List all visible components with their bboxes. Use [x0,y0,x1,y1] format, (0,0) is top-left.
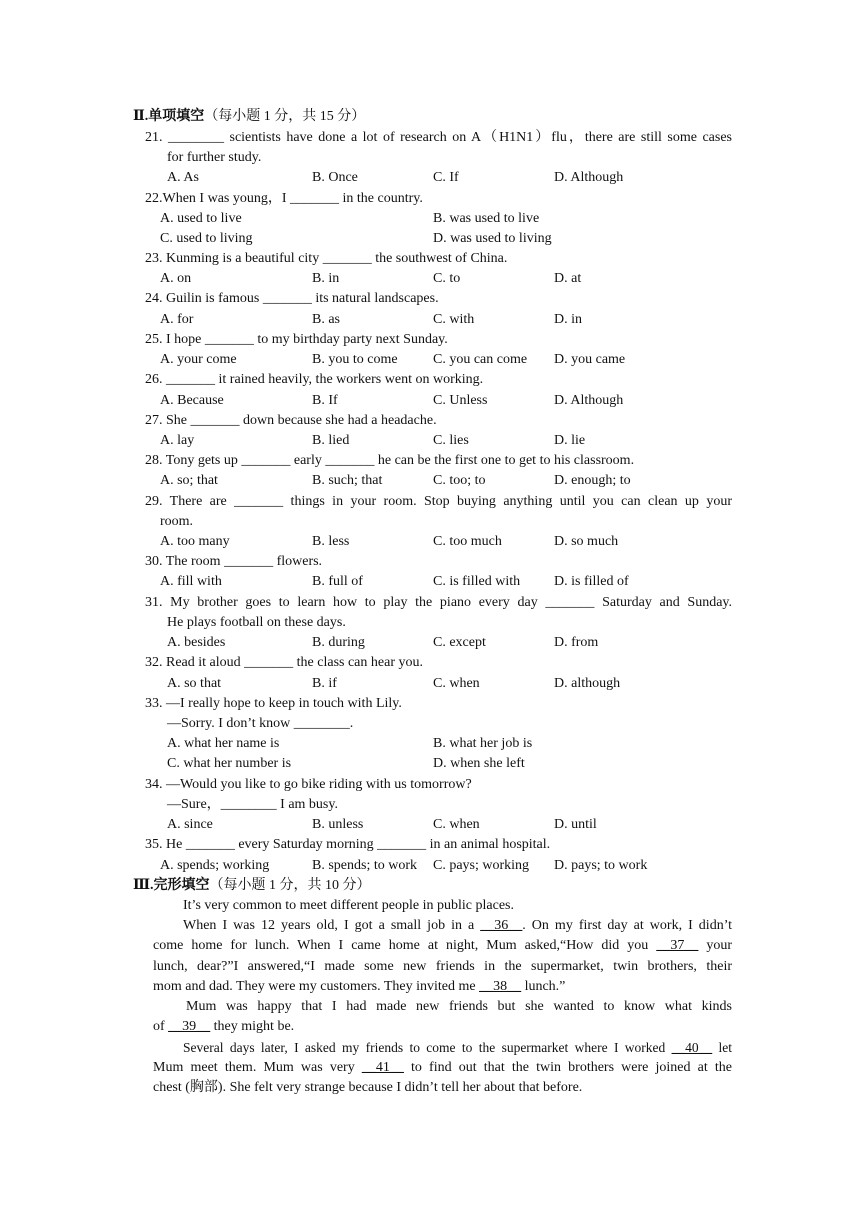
passage-p4-line1: Several days later, I asked my friends to come to the supermarket where I worked __40__ let [183,1040,732,1055]
q28-stem: 28. Tony gets up _______ early _______ he can be the first one to get to his classroom. [145,453,635,468]
passage-paragraph-1: It’s very common to meet different people in public places. [183,898,514,913]
q33-option-c[interactable]: C. what her number is [167,756,292,771]
q35-option-b[interactable]: B. spends; to work [312,858,417,873]
q33-option-b[interactable]: B. what her job is [433,736,533,751]
q30-option-a[interactable]: A. fill with [160,574,222,589]
blank-37[interactable]: __37__ [656,938,699,953]
q26-stem: 26. _______ it rained heavily, the workers went on working. [145,372,484,387]
blank-36[interactable]: __36__ [480,918,523,933]
q34-stem-line2: —Sure，________ I am busy. [167,797,338,812]
q24-option-c[interactable]: C. with [433,312,475,327]
q29-option-a[interactable]: A. too many [160,534,230,549]
q24-option-b[interactable]: B. as [312,312,340,327]
q27-stem: 27. She _______ down because she had a headache. [145,413,437,428]
q22-option-a[interactable]: A. used to live [160,211,242,226]
q34-option-a[interactable]: A. since [167,817,213,832]
q35-stem: 35. He _______ every Saturday morning _______ in an animal hospital. [145,837,551,852]
q35-option-d[interactable]: D. pays; to work [554,858,648,873]
q29-stem-line1: 29. There are _______ things in your room. Stop buying anything until you can clean up your [145,494,732,509]
passage-p2-line3: lunch, dear?”I answered,“I made some new friends in the supermarket, twin brothers, their [153,959,732,974]
q31-stem-line1: 31. My brother goes to learn how to play the piano every day _______ Saturday and Sunday. [145,595,732,610]
q26-option-c[interactable]: C. Unless [433,393,488,408]
q30-option-b[interactable]: B. full of [312,574,363,589]
q25-option-d[interactable]: D. you came [554,352,626,367]
q27-option-b[interactable]: B. lied [312,433,350,448]
q34-option-c[interactable]: C. when [433,817,480,832]
passage-p3-line2: of __39__ they might be. [153,1019,295,1034]
q30-option-d[interactable]: D. is filled of [554,574,629,589]
q25-stem: 25. I hope _______ to my birthday party next Sunday. [145,332,448,347]
q32-stem: 32. Read it aloud _______ the class can hear you. [145,655,423,670]
section-2-title: Ⅱ.单项填空 [133,109,205,124]
q21-stem-line1: 21. ________ scientists have done a lot of research on A（H1N1）flu，there are still some cases [145,130,732,145]
q34-option-d[interactable]: D. until [554,817,597,832]
q28-option-d[interactable]: D. enough; to [554,473,631,488]
q32-option-d[interactable]: D. although [554,676,621,691]
q35-option-a[interactable]: A. spends; working [160,858,270,873]
section-2-heading [133,108,365,126]
q32-option-a[interactable]: A. so that [167,676,222,691]
q24-stem: 24. Guilin is famous _______ its natural landscapes. [145,291,439,306]
q22-option-c[interactable]: C. used to living [160,231,253,246]
q31-option-c[interactable]: C. except [433,635,486,650]
q27-option-c[interactable]: C. lies [433,433,469,448]
passage-p2-line2: come home for lunch. When I came home at night, Mum asked,“How did you __37__ your [153,938,732,953]
q21-option-b[interactable]: B. Once [312,170,358,185]
q31-option-a[interactable]: A. besides [167,635,226,650]
q26-option-d[interactable]: D. Although [554,393,624,408]
passage-p4-line3: chest (胸部). She felt very strange because I didn’t tell her about that before. [153,1080,583,1095]
blank-38[interactable]: __38__ [479,979,522,994]
q29-option-d[interactable]: D. so much [554,534,619,549]
section-3-heading [133,877,371,895]
q29-stem-line2: room. [160,514,194,529]
blank-41[interactable]: __41__ [361,1060,404,1075]
blank-40[interactable]: __40__ [671,1040,713,1055]
q32-option-b[interactable]: B. if [312,676,337,691]
q21-stem-line2: for further study. [167,150,262,165]
q21-option-c[interactable]: C. If [433,170,459,185]
blank-39[interactable]: __39__ [168,1019,211,1034]
passage-p3-line1: Mum was happy that I had made new friends but she wanted to know what kinds [186,999,732,1014]
q26-option-b[interactable]: B. If [312,393,338,408]
q30-option-c[interactable]: C. is filled with [433,574,521,589]
q34-stem-line1: 34. —Would you like to go bike riding with us tomorrow? [145,777,472,792]
q25-option-b[interactable]: B. you to come [312,352,398,367]
q33-stem-line1: 33. —I really hope to keep in touch with Lily. [145,696,402,711]
section-2-note: （每小题 1 分，共 15 分） [204,109,366,124]
q25-option-c[interactable]: C. you can come [433,352,528,367]
q24-option-a[interactable]: A. for [160,312,194,327]
q31-option-d[interactable]: D. from [554,635,599,650]
q32-option-c[interactable]: C. when [433,676,480,691]
section-3-title: Ⅲ.完形填空 [133,878,210,893]
q34-option-b[interactable]: B. unless [312,817,364,832]
q23-option-c[interactable]: C. to [433,271,461,286]
q24-option-d[interactable]: D. in [554,312,582,327]
q23-option-b[interactable]: B. in [312,271,340,286]
q27-option-a[interactable]: A. lay [160,433,195,448]
q22-option-d[interactable]: D. was used to living [433,231,552,246]
q28-option-c[interactable]: C. too; to [433,473,486,488]
q27-option-d[interactable]: D. lie [554,433,586,448]
q31-option-b[interactable]: B. during [312,635,365,650]
q28-option-a[interactable]: A. so; that [160,473,218,488]
q29-option-c[interactable]: C. too much [433,534,502,549]
section-3-note: （每小题 1 分，共 10 分） [209,878,371,893]
q25-option-a[interactable]: A. your come [160,352,237,367]
q22-stem: 22.When I was young，I _______ in the country. [145,191,423,206]
q23-stem: 23. Kunming is a beautiful city _______ the southwest of China. [145,251,508,266]
q21-option-a[interactable]: A. As [167,170,199,185]
passage-p2-line1: When I was 12 years old, I got a small job in a __36__. On my first day at work, I didn’t [183,918,732,933]
passage-p2-line4: mom and dad. They were my customers. They invited me __38__ lunch.” [153,979,566,994]
passage-p4-line2: Mum meet them. Mum was very __41__ to find out that the twin brothers were joined at the [153,1060,733,1075]
q33-option-d[interactable]: D. when she left [433,756,525,771]
q21-option-d[interactable]: D. Although [554,170,624,185]
q23-option-a[interactable]: A. on [160,271,192,286]
q33-stem-line2: —Sorry. I don’t know ________. [167,716,354,731]
q33-option-a[interactable]: A. what her name is [167,736,280,751]
q35-option-c[interactable]: C. pays; working [433,858,530,873]
q22-option-b[interactable]: B. was used to live [433,211,540,226]
q23-option-d[interactable]: D. at [554,271,582,286]
q28-option-b[interactable]: B. such; that [312,473,383,488]
q31-stem-line2: He plays football on these days. [167,615,346,630]
q26-option-a[interactable]: A. Because [160,393,224,408]
q29-option-b[interactable]: B. less [312,534,350,549]
q30-stem: 30. The room _______ flowers. [145,554,323,569]
